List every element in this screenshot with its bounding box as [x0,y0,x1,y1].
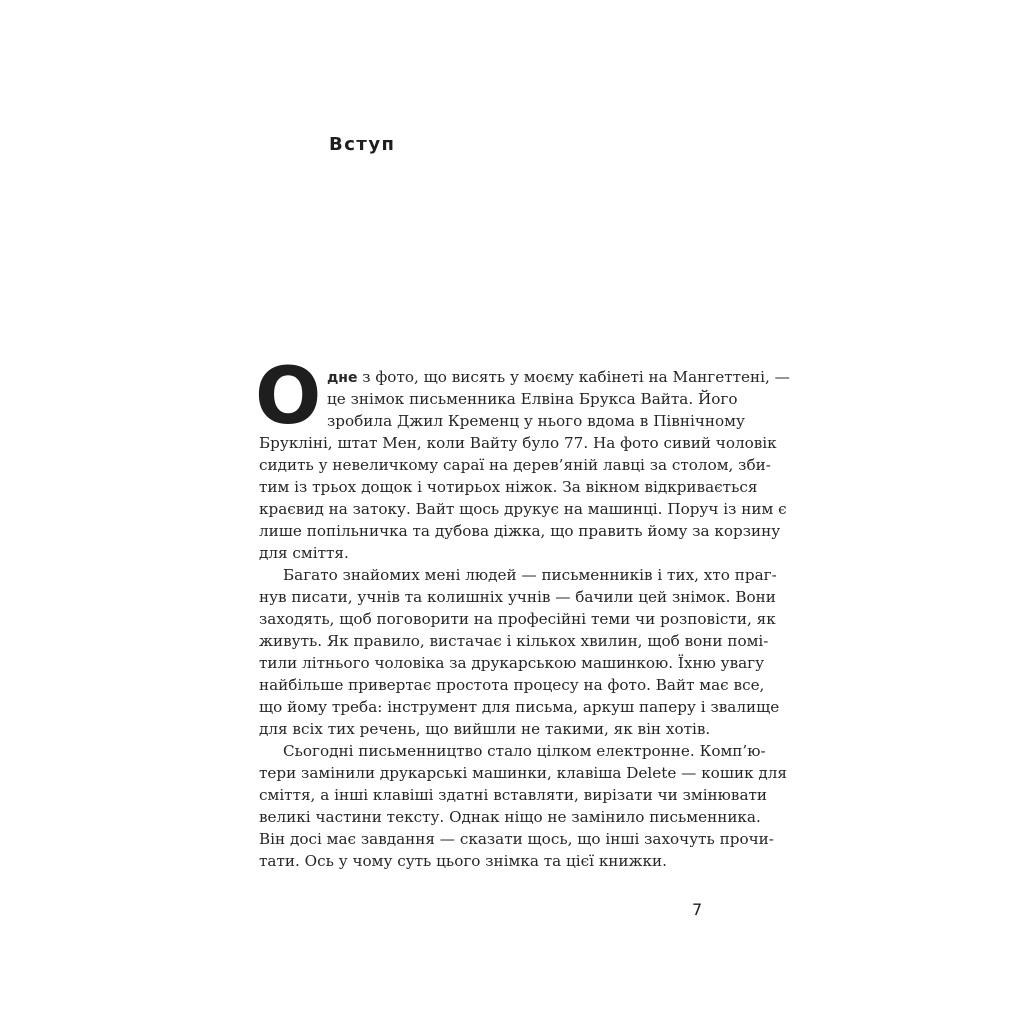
drop-cap: О [255,352,322,442]
text-line: живуть. Як правило, вистачає і кількох хвилин, щоб вони помі- [259,632,769,650]
text-line: Багато знайомих мені людей — письменників і тих, хто праг- [283,566,777,584]
text-line: що йому треба: інструмент для письма, аркуш паперу і звалище [259,698,780,716]
text-line: заходять, щоб поговорити на професійні теми чи розповісти, як [259,610,776,628]
text-line: Сьогодні письменництво стало цілком електронне. Комп’ю- [283,742,766,760]
text-line: сидить у невеличкому сараї на дерев’яній лавці за столом, зби- [259,456,771,474]
text-line: сміття, а інші клавіші здатні вставляти, вирізати чи змінювати [259,786,768,804]
text-line: тим із трьох дощок і чотирьох ніжок. За вікном відкривається [259,478,758,496]
text-line: великі частини тексту. Однак ніщо не замінило письменника. [259,808,761,826]
body-text [255,352,790,872]
text-line: для всіх тих речень, що вийшли не такими, як він хотів. [259,720,711,738]
text-line: тили літнього чоловіка за друкарською машинкою. Їхню увагу [259,654,765,672]
lead-in: дне [327,370,358,386]
page-number: 7 [692,900,703,919]
text-line: зробила Джил Кременц у нього вдома в Північному [327,412,745,430]
text-line: найбільше привертає простота процесу на фото. Вайт має все, [259,676,765,694]
text-line: краєвид на затоку. Вайт щось друкує на машинці. Поруч із ним є [259,500,787,518]
text-line [259,366,790,388]
text-line: лише попільничка та дубова діжка, що править йому за корзину [259,522,781,540]
text-line: тати. Ось у чому суть цього знімка та цієї книжки. [259,852,667,870]
text-line: це знімок письменника Елвіна Брукса Вайта. Його [327,390,738,408]
text-line: для сміття. [259,544,349,562]
text-line: Брукліні, штат Мен, коли Вайту було 77. На фото сивий чоловік [259,434,777,452]
text-line: нув писати, учнів та колишніх учнів — бачили цей знімок. Вони [259,588,776,606]
chapter-title: Вступ [329,134,396,155]
text-line: тери замінили друкарські машинки, клавіша Delete — кошик для [259,764,787,782]
text-line-fragment: з фото, що висять у моєму кабінеті на Мангеттені, — [357,368,790,386]
text-line: Він досі має завдання — сказати щось, що інші захочуть прочи- [259,830,774,848]
